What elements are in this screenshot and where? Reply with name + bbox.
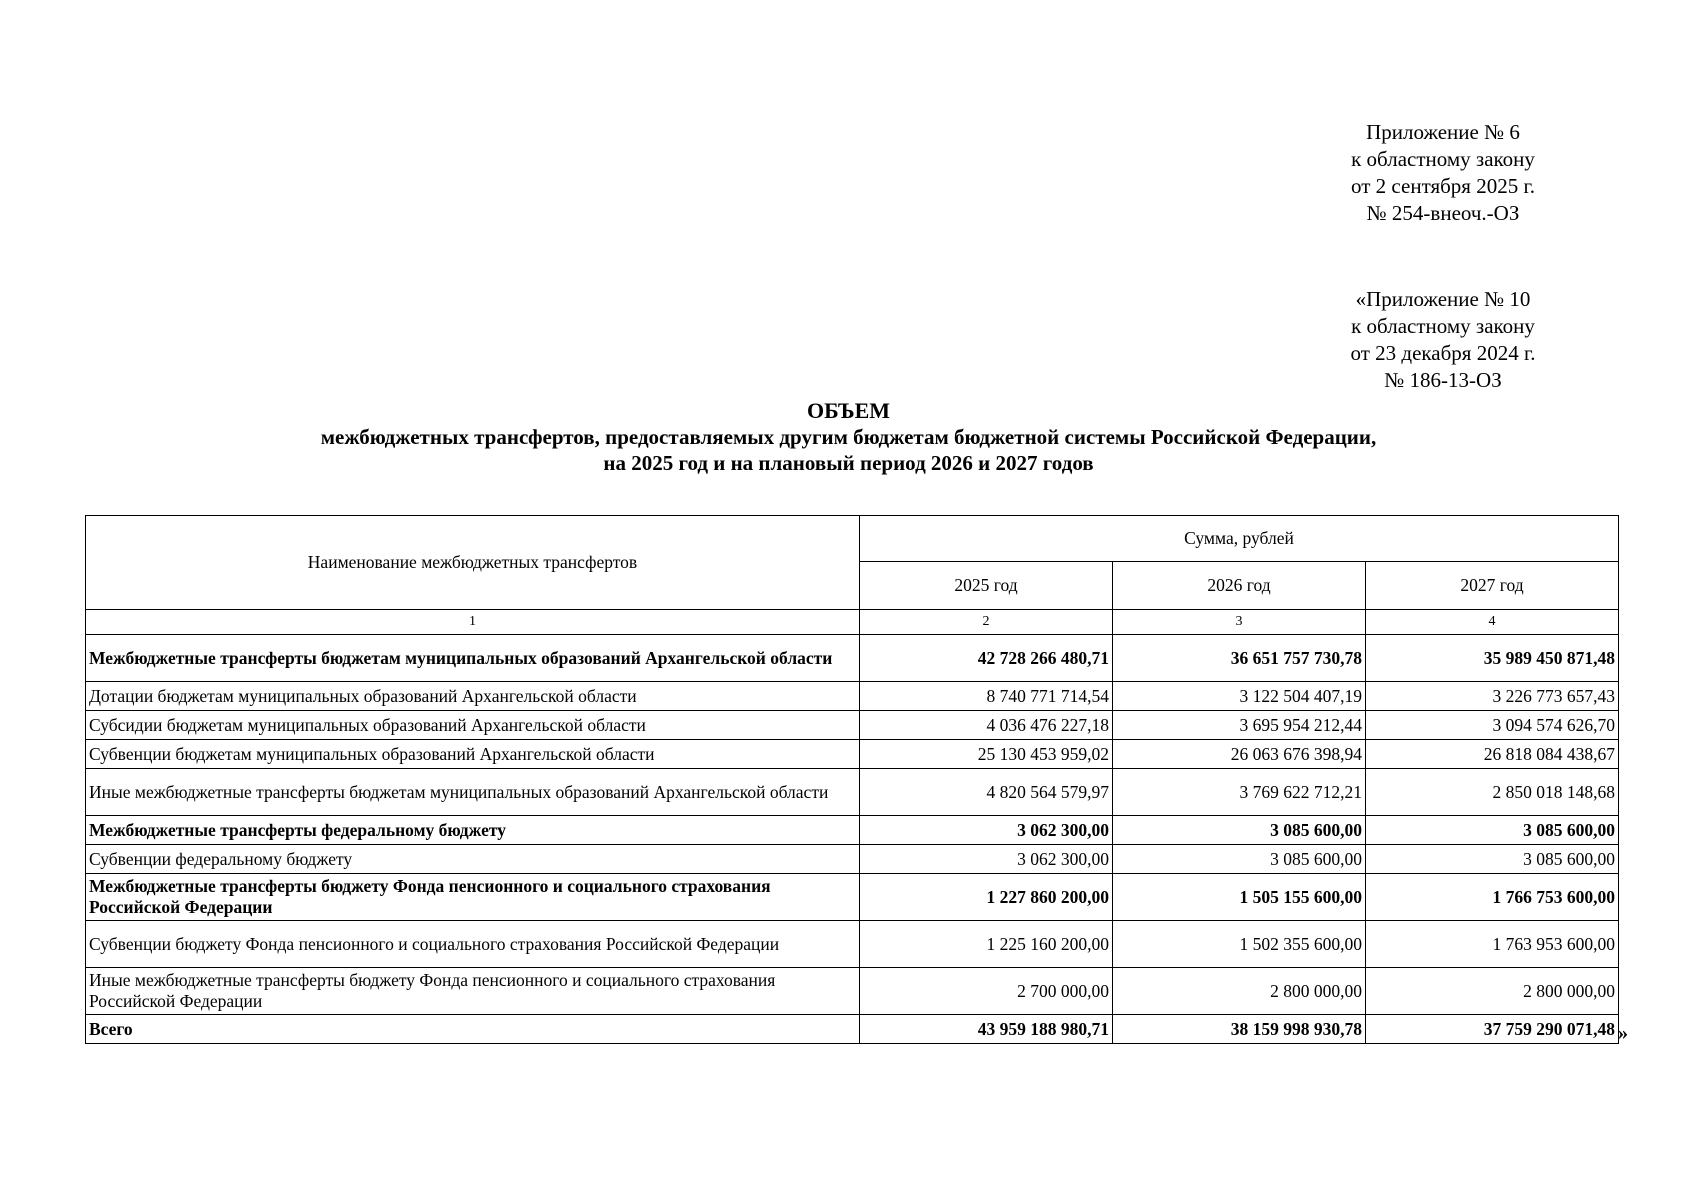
value-2027: 37 759 290 071,48 — [1366, 1015, 1619, 1044]
value-2025: 3 062 300,00 — [860, 816, 1113, 845]
row-name: Дотации бюджетам муниципальных образований Архангельской области — [86, 682, 860, 711]
value-2026: 1 502 355 600,00 — [1113, 921, 1366, 968]
appendix-line: от 2 сентября 2025 г. — [1351, 174, 1535, 198]
table-row — [86, 769, 1619, 816]
table-row — [86, 682, 1619, 711]
row-name: Межбюджетные трансферты бюджету Фонда пенсионного и социального страхования Российской Федерации — [86, 874, 860, 921]
column-number: 3 — [1113, 610, 1366, 635]
header-year-2026: 2026 год — [1113, 562, 1366, 610]
table-body — [86, 635, 1619, 1044]
table-row — [86, 921, 1619, 968]
value-2027: 1 766 753 600,00 — [1366, 874, 1619, 921]
value-2026: 3 122 504 407,19 — [1113, 682, 1366, 711]
appendix-line: Приложение № 6 — [1366, 120, 1520, 144]
value-2027: 3 085 600,00 — [1366, 845, 1619, 874]
header-name: Наименование межбюджетных трансфертов — [86, 516, 860, 610]
value-2026: 1 505 155 600,00 — [1113, 874, 1366, 921]
table-row — [86, 711, 1619, 740]
value-2027: 2 800 000,00 — [1366, 968, 1619, 1015]
appendix-line: к областному закону — [1351, 147, 1535, 171]
appendix-current-reference — [1313, 119, 1573, 227]
value-2025: 43 959 188 980,71 — [860, 1015, 1113, 1044]
row-name: Межбюджетные трансферты федеральному бюджету — [86, 816, 860, 845]
value-2026: 3 695 954 212,44 — [1113, 711, 1366, 740]
row-name: Всего — [86, 1015, 860, 1044]
row-name: Субсидии бюджетам муниципальных образований Архангельской области — [86, 711, 860, 740]
value-2027: 1 763 953 600,00 — [1366, 921, 1619, 968]
value-2025: 4 036 476 227,18 — [860, 711, 1113, 740]
table-row — [86, 1015, 1619, 1044]
value-2027: 2 850 018 148,68 — [1366, 769, 1619, 816]
appendix-line: от 23 декабря 2024 г. — [1350, 341, 1536, 365]
value-2027: 3 226 773 657,43 — [1366, 682, 1619, 711]
value-2025: 1 225 160 200,00 — [860, 921, 1113, 968]
value-2027: 35 989 450 871,48 — [1366, 635, 1619, 682]
value-2026: 2 800 000,00 — [1113, 968, 1366, 1015]
value-2025: 1 227 860 200,00 — [860, 874, 1113, 921]
value-2027: 26 818 084 438,67 — [1366, 740, 1619, 769]
table-row — [86, 845, 1619, 874]
transfers-table — [85, 515, 1619, 1044]
table-row — [86, 635, 1619, 682]
closing-quote: » — [1618, 1022, 1628, 1044]
header-year-2025: 2025 год — [860, 562, 1113, 610]
value-2026: 38 159 998 930,78 — [1113, 1015, 1366, 1044]
document-title — [0, 398, 1697, 476]
table-row — [86, 968, 1619, 1015]
value-2025: 4 820 564 579,97 — [860, 769, 1113, 816]
appendix-line: «Приложение № 10 — [1355, 287, 1531, 311]
value-2025: 42 728 266 480,71 — [860, 635, 1113, 682]
column-number: 4 — [1366, 610, 1619, 635]
value-2026: 36 651 757 730,78 — [1113, 635, 1366, 682]
header-sum: Сумма, рублей — [860, 516, 1619, 562]
value-2025: 3 062 300,00 — [860, 845, 1113, 874]
value-2026: 26 063 676 398,94 — [1113, 740, 1366, 769]
appendix-original-reference — [1313, 286, 1573, 394]
title-subtitle: межбюджетных трансфертов, предоставляемых другим бюджетам бюджетной системы Российской Федерации, — [320, 425, 1377, 449]
column-number-row — [86, 610, 1619, 635]
appendix-line: № 254-внеоч.-ОЗ — [1366, 201, 1520, 225]
value-2026: 3 085 600,00 — [1113, 845, 1366, 874]
row-name: Субвенции бюджетам муниципальных образований Архангельской области — [86, 740, 860, 769]
header-year-2027: 2027 год — [1366, 562, 1619, 610]
value-2025: 8 740 771 714,54 — [860, 682, 1113, 711]
column-number: 1 — [86, 610, 860, 635]
row-name: Иные межбюджетные трансферты бюджетам муниципальных образований Архангельской области — [86, 769, 860, 816]
table-row — [86, 816, 1619, 845]
value-2026: 3 769 622 712,21 — [1113, 769, 1366, 816]
row-name: Субвенции федеральному бюджету — [86, 845, 860, 874]
value-2025: 25 130 453 959,02 — [860, 740, 1113, 769]
value-2026: 3 085 600,00 — [1113, 816, 1366, 845]
column-number: 2 — [860, 610, 1113, 635]
table-row — [86, 874, 1619, 921]
row-name: Субвенции бюджету Фонда пенсионного и социального страхования Российской Федерации — [86, 921, 860, 968]
row-name: Межбюджетные трансферты бюджетам муниципальных образований Архангельской области — [86, 635, 860, 682]
value-2027: 3 094 574 626,70 — [1366, 711, 1619, 740]
table-row — [86, 740, 1619, 769]
value-2027: 3 085 600,00 — [1366, 816, 1619, 845]
value-2025: 2 700 000,00 — [860, 968, 1113, 1015]
appendix-line: к областному закону — [1351, 314, 1535, 338]
appendix-line: № 186-13-ОЗ — [1384, 368, 1502, 392]
row-name: Иные межбюджетные трансферты бюджету Фонда пенсионного и социального страхования Российской Федерации — [86, 968, 860, 1015]
title-period: на 2025 год и на плановый период 2026 и 2027 годов — [603, 451, 1094, 475]
title-main: ОБЪЕМ — [806, 398, 891, 423]
